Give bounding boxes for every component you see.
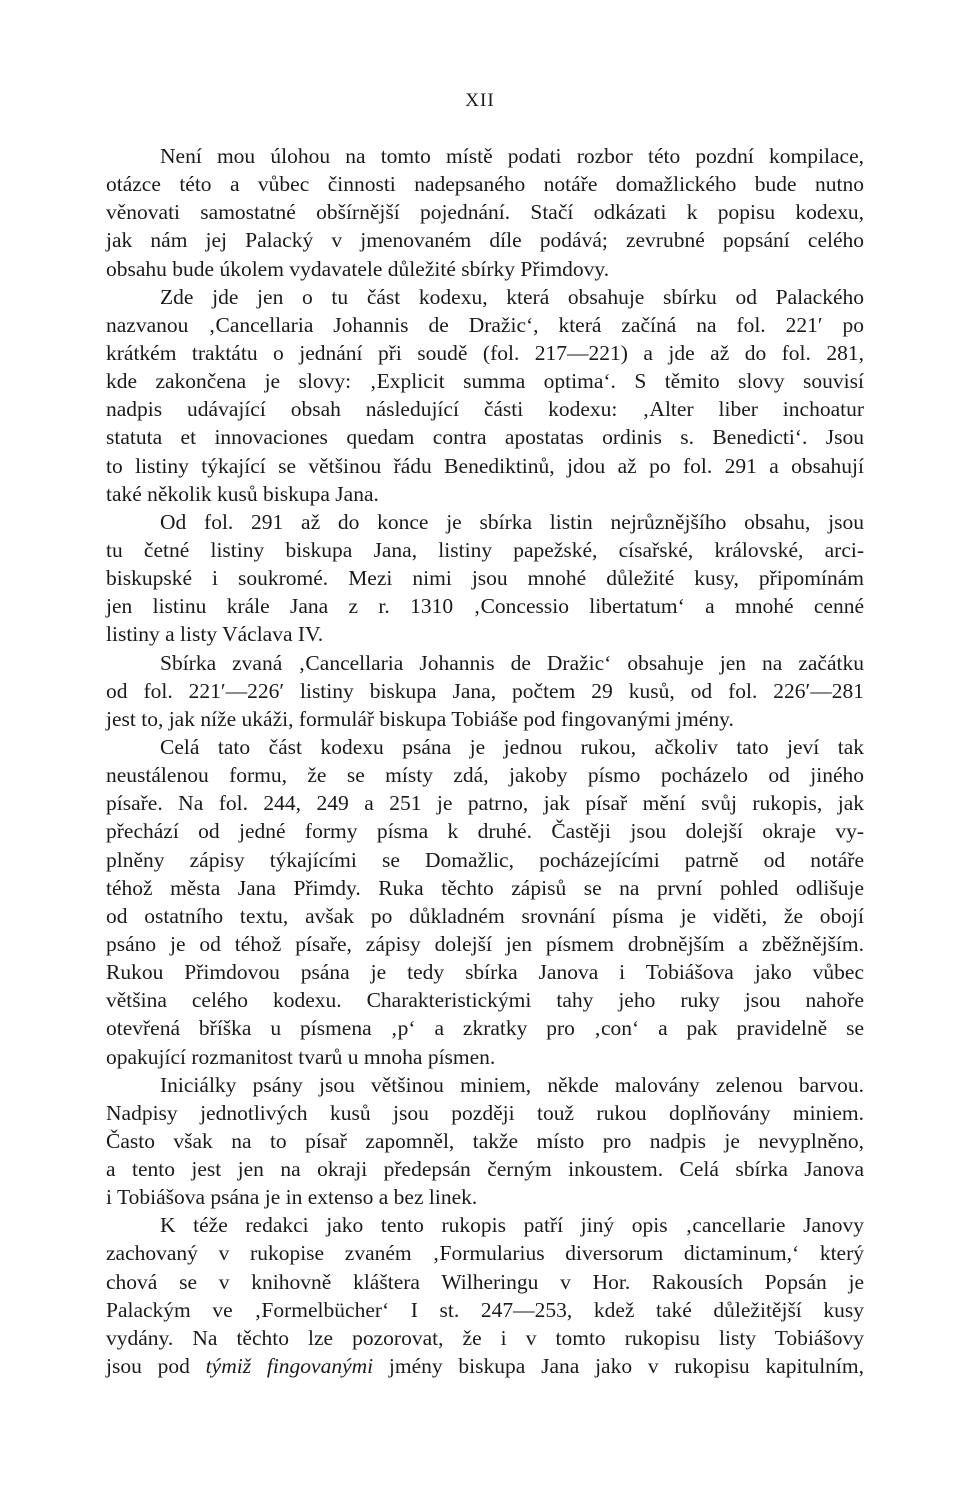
text-line: tu četné listiny biskupa Jana, listiny papežské, císařské, královské, arci- [106,537,864,562]
text-line: Sbírka zvaná ‚Cancellaria Johannis de Dražic‘ obsahuje jen na začátku [160,650,864,675]
text-line: Rukou Přimdovou psána je tedy sbírka Janova i Tobiášova jako vůbec [106,960,864,985]
text-line: písaře. Na fol. 244, 249 a 251 je patrno, jak písař mění svůj rukopis, jak [106,791,864,816]
text-line: krátkém traktátu o jednání při soudě (fol. 217—221) a jde až do fol. 281, [106,340,864,365]
text-line: od fol. 221′—226′ listiny biskupa Jana, počtem 29 kusů, od fol. 226′—281 [106,678,864,703]
text-segment: jsou pod [106,1354,206,1379]
text-line: chová se v knihovně kláštera Wilheringu v Hor. Rakousích Popsán je [106,1269,864,1294]
text-line: Od fol. 291 až do konce je sbírka listin nejrůznějšího obsahu, jsou [160,509,864,534]
text-line: to listiny týkající se většinou řádu Benediktinů, jdou až po fol. 291 a obsahují [106,453,864,478]
text-line: přechází od jedné formy písma k druhé. Častěji jsou dolejší okraje vy- [106,819,864,844]
text-line: Zde jde jen o tu část kodexu, která obsahuje sbírku od Palackého [160,284,864,309]
text-line: plněny zápisy týkajícími se Domažlic, pocházejícími patrně od notáře [106,847,864,872]
text-line: také několik kusů biskupa Jana. [106,481,379,506]
text-line: Nadpisy jednotlivých kusů jsou později touž rukou doplňovány miniem. [106,1100,864,1125]
text-line: věnovati samostatné obšírnější pojednání. Stačí odkázati k popisu kodexu, [106,200,864,225]
text-line: otázce této a vůbec činnosti nadepsaného notáře domažlického bude nutno [106,172,864,197]
text-segment: jmény biskupa Jana jako v rukopisu kapitulním, [373,1354,864,1379]
text-line: téhož města Jana Přimdy. Ruka těchto zápisů se na první pohled odlišuje [106,875,864,900]
text-line: jest to, jak níže ukáži, formulář biskupa Tobiáše pod fingovanými jmény. [106,706,734,731]
text-line: psáno je od téhož písaře, zápisy dolejší jen písmem drobnějším a zběžnějším. [106,931,864,956]
text-line: listiny a listy Václava IV. [106,622,324,647]
text-line: K téže redakci jako tento rukopis patří jiný opis ‚cancellarie Janovy [160,1213,864,1238]
text-line: Iniciálky psány jsou většinou miniem, někde malovány zelenou barvou. [160,1072,864,1097]
text-line: a tento jest jen na okraji předepsán černým inkoustem. Celá sbírka Janova [106,1157,864,1182]
text-line: nadpis udávající obsah následující části kodexu: ‚Alter liber inchoatur [106,397,864,422]
text-line: i Tobiášova psána je in extenso a bez linek. [106,1185,478,1210]
text-line: Celá tato část kodexu psána je jednou rukou, ačkoliv tato jeví tak [160,734,864,759]
text-line: biskupské i soukromé. Mezi nimi jsou mnohé důležité kusy, připomínám [106,566,864,591]
text-line: nazvanou ‚Cancellaria Johannis de Dražic‘, která začíná na fol. 221′ po [106,312,864,337]
text-line: většina celého kodexu. Charakteristickými tahy jeho ruky jsou nahoře [106,988,864,1013]
text-line [106,1352,864,1380]
text-line: Často však na to písař zapomněl, takže místo pro nadpis je nevyplněno, [106,1128,864,1153]
text-line: kde zakončena je slovy: ‚Explicit summa optima‘. S těmito slovy souvisí [106,369,864,394]
text-line: jen listinu krále Jana z r. 1310 ‚Concessio libertatum‘ a mnohé cenné [106,594,864,619]
text-line: vydány. Na těchto lze pozorovat, že i v tomto rukopisu listy Tobiášovy [106,1325,864,1350]
text-line: obsahu bude úkolem vydavatele důležité sbírky Přimdovy. [106,256,610,281]
page-number: XII [465,90,495,111]
text-line: jak nám jej Palacký v jmenovaném díle podává; zevrubné popsání celého [106,228,864,253]
text-line: zachovaný v rukopise zvaném ‚Formularius diversorum dictaminum,‘ který [106,1241,864,1266]
text-line: od ostatního textu, avšak po důkladném srovnání písma je viděti, že obojí [106,903,864,928]
text-line: statuta et innovaciones quedam contra apostatas ordinis s. Benedicti‘. Jsou [106,425,864,450]
text-line: neustálenou formu, že se místy zdá, jakoby písmo pocházelo od jiného [106,763,864,788]
text-line: Není mou úlohou na tomto místě podati rozbor této pozdní kompilace, [160,144,864,168]
italic-text-segment: týmiž fingovanými [205,1354,374,1379]
text-line: Palackým ve ‚Formelbücher‘ I st. 247—253, kdež také důležitější kusy [106,1297,864,1322]
text-line: otevřená bříška u písmena ‚p‘ a zkratky pro ‚con‘ a pak pravidelně se [106,1016,864,1041]
body-text [106,142,864,1380]
text-line: opakující rozmanitost tvarů u mnoha písmen. [106,1044,496,1069]
